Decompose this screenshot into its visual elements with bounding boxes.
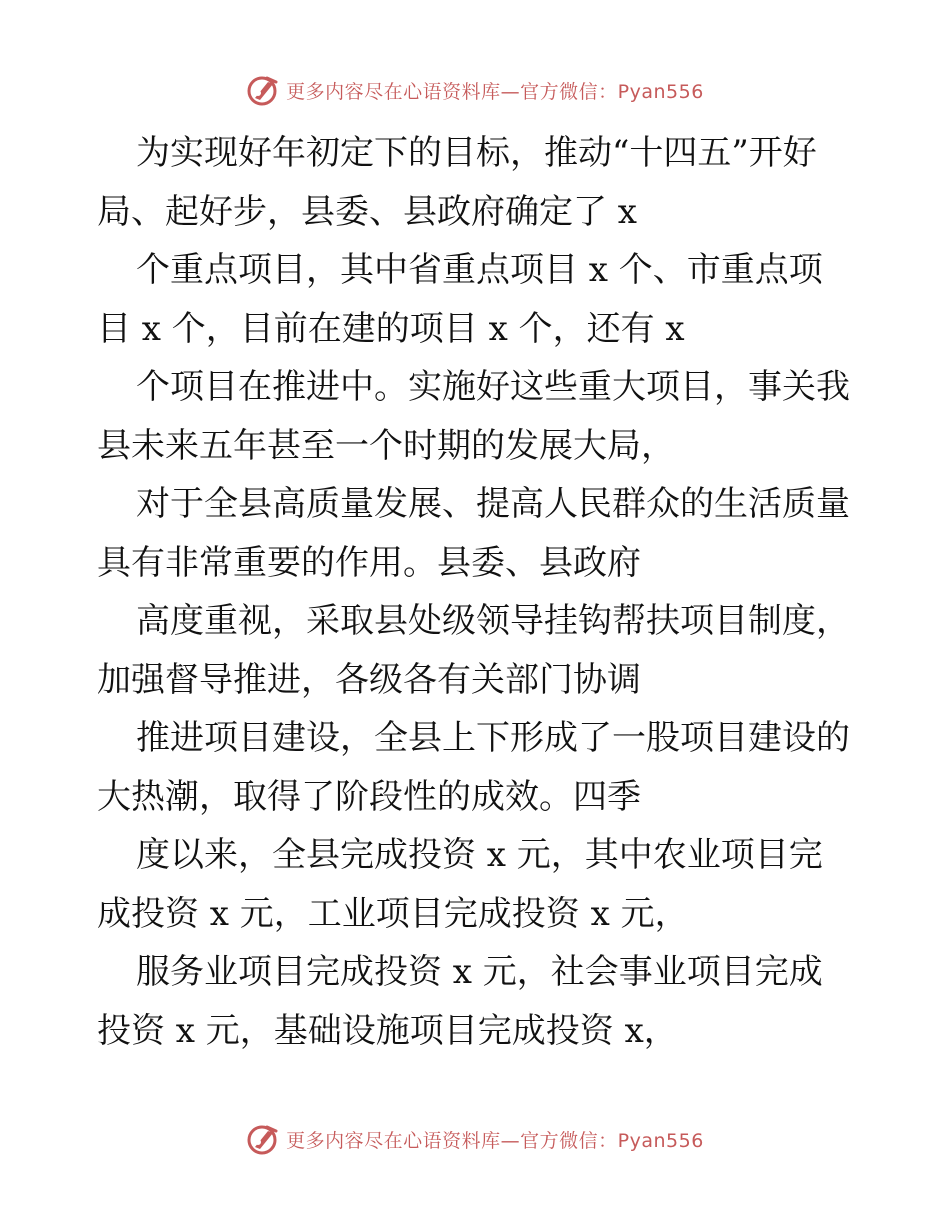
header-banner: [0, 70, 950, 110]
text-line: 为实现好年初定下的目标，推动“十四五”开好: [136, 133, 817, 173]
pen-logo-icon: [246, 1122, 280, 1156]
paragraph-8: [97, 943, 857, 1060]
text-line: 成投资 x 元，工业项目完成投资 x 元，: [97, 893, 689, 934]
text-line: 目 x 个，目前在建的项目 x 个，还有 x: [97, 308, 685, 349]
text-line: 具有非常重要的作用。县委、县政府: [97, 542, 641, 583]
text-line: 对于全县高质量发展、提高人民群众的生活质量: [136, 484, 850, 524]
footer-banner: [0, 1119, 950, 1159]
text-line: 加强督导推进，各级各有关部门协调: [97, 659, 641, 700]
paragraph-6: [97, 709, 857, 826]
text-line: 局、起好步，县委、县政府确定了 x: [97, 191, 637, 232]
header-text: 更多内容尽在心语资料库—官方微信：Pyan556: [286, 80, 704, 103]
paragraph-2: [97, 241, 857, 358]
paragraph-7: [97, 826, 857, 943]
paragraph-3: [97, 358, 857, 475]
paragraph-4: [97, 475, 857, 592]
text-line: 度以来，全县完成投资 x 元，其中农业项目完: [136, 835, 823, 875]
pen-logo-icon: [246, 73, 280, 107]
text-line: 个项目在推进中。实施好这些重大项目，事关我: [136, 367, 850, 407]
document-body: [97, 124, 857, 1060]
text-line: 投资 x 元，基础设施项目完成投资 x，: [97, 1010, 678, 1051]
text-line: 大热潮，取得了阶段性的成效。四季: [97, 776, 641, 817]
paragraph-5: [97, 592, 857, 709]
text-line: 服务业项目完成投资 x 元，社会事业项目完成: [136, 952, 823, 992]
footer-text: 更多内容尽在心语资料库—官方微信：Pyan556: [286, 1129, 704, 1152]
text-line: 县未来五年甚至一个时期的发展大局，: [97, 425, 675, 466]
paragraph-1: [97, 124, 857, 241]
text-line: 个重点项目，其中省重点项目 x 个、市重点项: [136, 250, 823, 290]
text-line: 推进项目建设，全县上下形成了一股项目建设的: [136, 718, 850, 758]
text-line: 高度重视，采取县处级领导挂钩帮扶项目制度，: [136, 601, 850, 641]
